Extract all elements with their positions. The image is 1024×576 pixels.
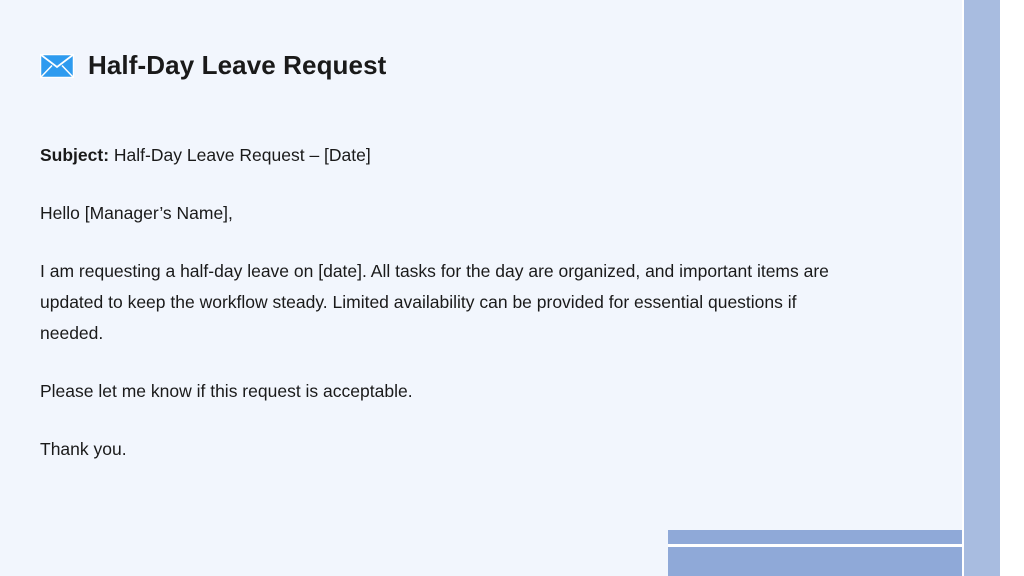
subject-label: Subject: xyxy=(40,145,110,165)
slide-header xyxy=(40,50,386,81)
page-title: Half-Day Leave Request xyxy=(88,50,387,80)
right-edge-divider-line xyxy=(962,0,964,576)
envelope-icon xyxy=(40,54,74,78)
right-edge-white-bar xyxy=(1000,0,1024,576)
subject-value: Half-Day Leave Request – [Date] xyxy=(113,145,371,165)
bottom-right-divider-line xyxy=(668,544,962,547)
subject-line xyxy=(40,140,870,171)
request-line: Please let me know if this request is acceptable. xyxy=(40,381,413,401)
right-edge-accent-bar xyxy=(964,0,1000,576)
greeting-line: Hello [Manager’s Name], xyxy=(40,203,233,223)
bottom-right-accent-block xyxy=(668,530,962,576)
body-paragraph: I am requesting a half-day leave on [date]. All tasks for the day are organized, and important items are updated to keep the workflow steady. Limited availability can be provided for essential questions if needed. xyxy=(40,261,829,343)
email-body xyxy=(40,140,870,465)
closing-line: Thank you. xyxy=(40,439,127,459)
